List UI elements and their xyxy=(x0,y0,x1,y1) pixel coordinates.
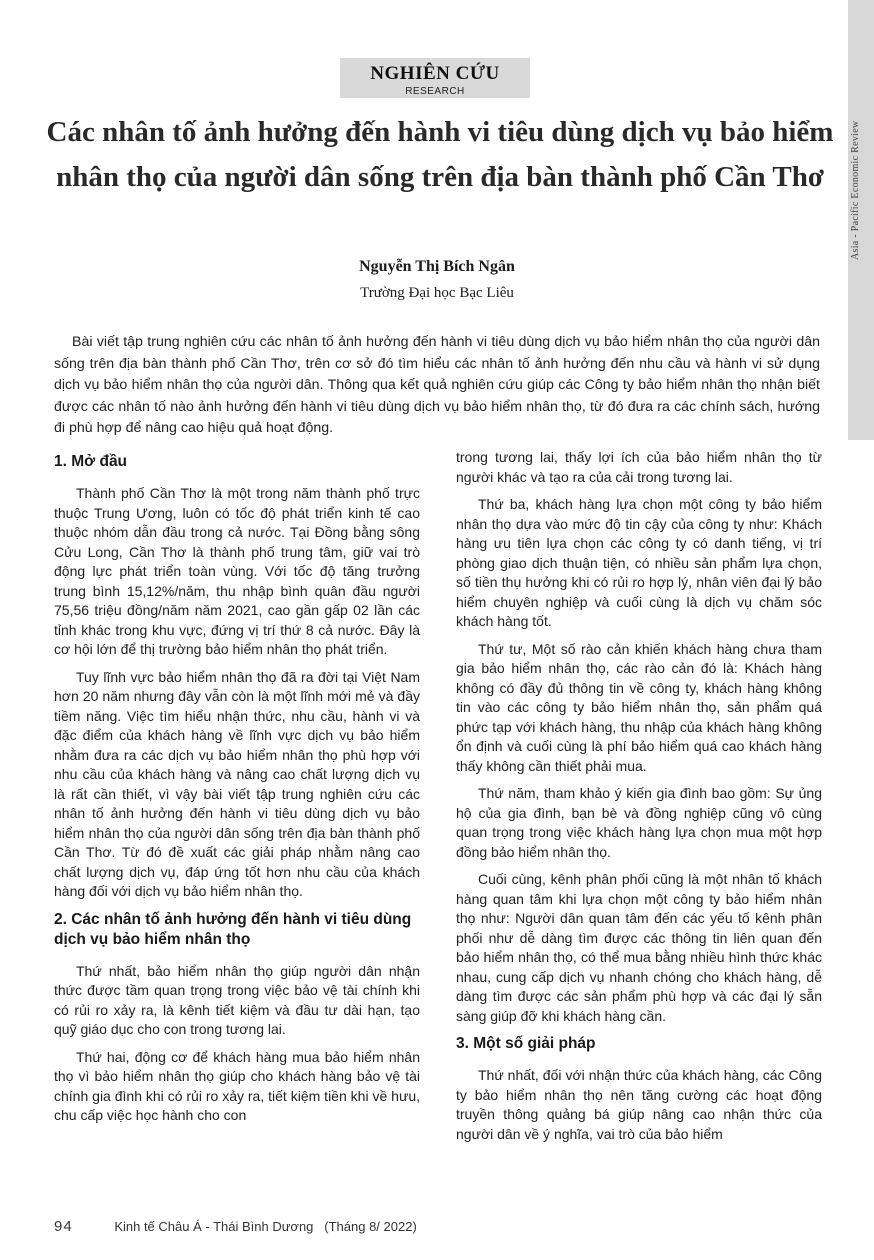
heading-factors: 2. Các nhân tố ảnh hưởng đến hành vi tiêu dùng dịch vụ bảo hiểm nhân thọ xyxy=(54,910,412,948)
page-number: 94 xyxy=(54,1218,73,1235)
paragraph: Thứ nhất, đối với nhận thức của khách hàng, các Công ty bảo hiểm nhân thọ nên tăng cường các hoạt động truyền thông quảng bá giúp nâng cao nhận thức của người dân về ý nghĩa, vai trò của bảo hiểm xyxy=(456,1067,822,1142)
abstract: Bài viết tập trung nghiên cứu các nhân tố ảnh hưởng đến hành vi tiêu dùng dịch vụ bảo hiểm nhân thọ của người dân sống trên địa bàn thành phố Cần Thơ, trên cơ sở đó tìm hiểu các nhân tố ảnh hưởng đến nhu cầu và hành vi sử dụng dịch vụ bảo hiểm nhân thọ của người dân. Thông qua kết quả nghiên cứu giúp các Công ty bảo hiểm nhân thọ nhận biết được các nhân tố nào ảnh hưởng đến hành vi tiêu dùng dịch vụ bảo hiểm nhân thọ, từ đó đưa ra các chính sách, hướng đi phù hợp để nâng cao hiệu quả hoạt động. xyxy=(54,334,820,436)
article-title: Các nhân tố ảnh hưởng đến hành vi tiêu dùng dịch vụ bảo hiểm nhân thọ của người dân sống trên địa bàn thành phố Cần Thơ xyxy=(46,116,834,193)
author-affiliation: Trường Đại học Bạc Liêu xyxy=(360,285,514,301)
section-subtitle: RESEARCH xyxy=(405,86,465,97)
paragraph: Tuy lĩnh vực bảo hiểm nhân thọ đã ra đời tại Việt Nam hơn 20 năm nhưng đây vẫn còn là một lĩnh mới mẻ và đầy tiềm năng. Việc tìm hiểu nhận thức, nhu cầu, hành vi và đặc điểm của khách hàng về lĩnh vực dịch vụ bảo hiểm nhằm đưa ra các dịch vụ bảo hiểm nhân thọ phù hợp với nhu cầu của khách hàng và nâng cao chất lượng dịch vụ là rất cần thiết, vì vậy bài viết tập trung nghiên cứu các nhân tố ảnh hưởng đến hành vi tiêu dùng dịch vụ bảo hiểm nhân thọ của người dân sống trên địa bàn thành phố Cần Thơ. Từ đó đề xuất các giải pháp nhằm nâng cao chất lượng dịch vụ, đáp ứng tốt hơn nhu cầu của khách hàng đối với dịch vụ bảo hiểm nhân thọ. xyxy=(54,668,420,899)
journal-side-label: Asia - Pacific Economic Review xyxy=(850,120,861,260)
left-column xyxy=(54,448,420,1134)
paragraph-continued: trong tương lai, thấy lợi ích của bảo hiểm nhân thọ từ người khác và tạo ra của cải trong tương lai. xyxy=(456,449,822,485)
right-column xyxy=(456,448,822,1152)
paragraph: Thứ tư, Một số rào cản khiến khách hàng chưa tham gia bảo hiểm nhân thọ, các rào cản đó là: Khách hàng không có đầy đủ thông tin về công ty, khách hàng không tin vào các công ty bảo hiểm nhân thọ, sản phẩm quá phức tạp với khách hàng, thu nhập của khách hàng không ổn định và cuối cùng là phí bảo hiểm quá cao khách hàng thấy không cần thiết phải mua. xyxy=(456,640,822,774)
paragraph: Thứ hai, động cơ để khách hàng mua bảo hiểm nhân thọ vì bảo hiểm nhân thọ giúp cho khách hàng bảo vệ tài chính gia đình khi có rủi ro xảy ra, tiết kiệm tiền khi về hưu, chu cấp việc học hành cho con xyxy=(54,1048,420,1123)
heading-introduction: 1. Mở đầu xyxy=(54,453,128,470)
paragraph: Thứ nhất, bảo hiểm nhân thọ giúp người dân nhận thức được tầm quan trọng trong việc bảo vệ tài chính khi có rủi ro xảy ra, là kênh tiết kiệm và đầu tư dài hạn, tạo quỹ giáo dục cho con trong tương lai. xyxy=(54,962,420,1037)
section-header xyxy=(340,58,530,98)
author-name: Nguyễn Thị Bích Ngân xyxy=(359,258,515,275)
page-footer xyxy=(54,1218,474,1235)
paragraph: Cuối cùng, kênh phân phối cũng là một nhân tố khách hàng quan tâm khi lựa chọn một công ty bảo hiểm nhân thọ như: Người dân quan tâm đến các yếu tố kênh phân phối như dễ dàng tìm được các thông tin liên quan đến bảo hiểm nhân thọ, có thể mua bằng nhiều hình thức khác nhau, cung cấp dịch vụ nhanh chóng cho khách hàng, dễ dàng tìm được các sản phẩm phù hợp và các đại lý sẵn sàng giúp đỡ khi khách hàng cần. xyxy=(456,871,822,1024)
paragraph: Thành phố Cần Thơ là một trong năm thành phố trực thuộc Trung Ương, luôn có tốc độ phát triển kinh tế cao thuộc nhóm dẫn đầu trong cả nước. Tại Đồng bằng sông Cửu Long, Cần Thơ là thành phố trung tâm, giữ vai trò động lực phát triển toàn vùng. Với tốc độ tăng trưởng trung bình 15,12%/năm, thu nhập bình quân đầu người 75,56 triệu đồng/năm năm 2021, cao gần gấp 02 lần các tỉnh khác trong khu vực, đứng vị trí thứ 8 cả nước. Đây là cơ hội lớn để thị trường bảo hiểm nhân thọ phát triển. xyxy=(54,485,420,657)
journal-name: Kinh tế Châu Á - Thái Bình Dương xyxy=(114,1219,314,1234)
paragraph: Thứ năm, tham khảo ý kiến gia đình bao gồm: Sự ủng hộ của gia đình, bạn bè và đồng nghiệp cũng vô cùng quan trọng trong việc khách hàng lựa chọn mua một hợp đồng bảo hiểm nhân thọ. xyxy=(456,785,822,860)
paragraph: Thứ ba, khách hàng lựa chọn một công ty bảo hiểm nhân thọ dựa vào mức độ tin cậy của công ty như: Khách hàng ưu tiên lựa chọn các công ty có danh tiếng, vị trí phòng giao dịch thuận tiện, có nhiều sản phẩm lựa chọn, số tiền thụ hưởng khi có rủi ro hợp lý, nhân viên đại lý bảo hiểm chuyên nghiệp và cuối cùng là dịch vụ chăm sóc khách hàng tốt. xyxy=(456,496,822,629)
heading-solutions: 3. Một số giải pháp xyxy=(456,1035,596,1052)
journal-issue: (Tháng 8/ 2022) xyxy=(324,1219,417,1234)
section-title: NGHIÊN CỨU xyxy=(370,63,500,84)
